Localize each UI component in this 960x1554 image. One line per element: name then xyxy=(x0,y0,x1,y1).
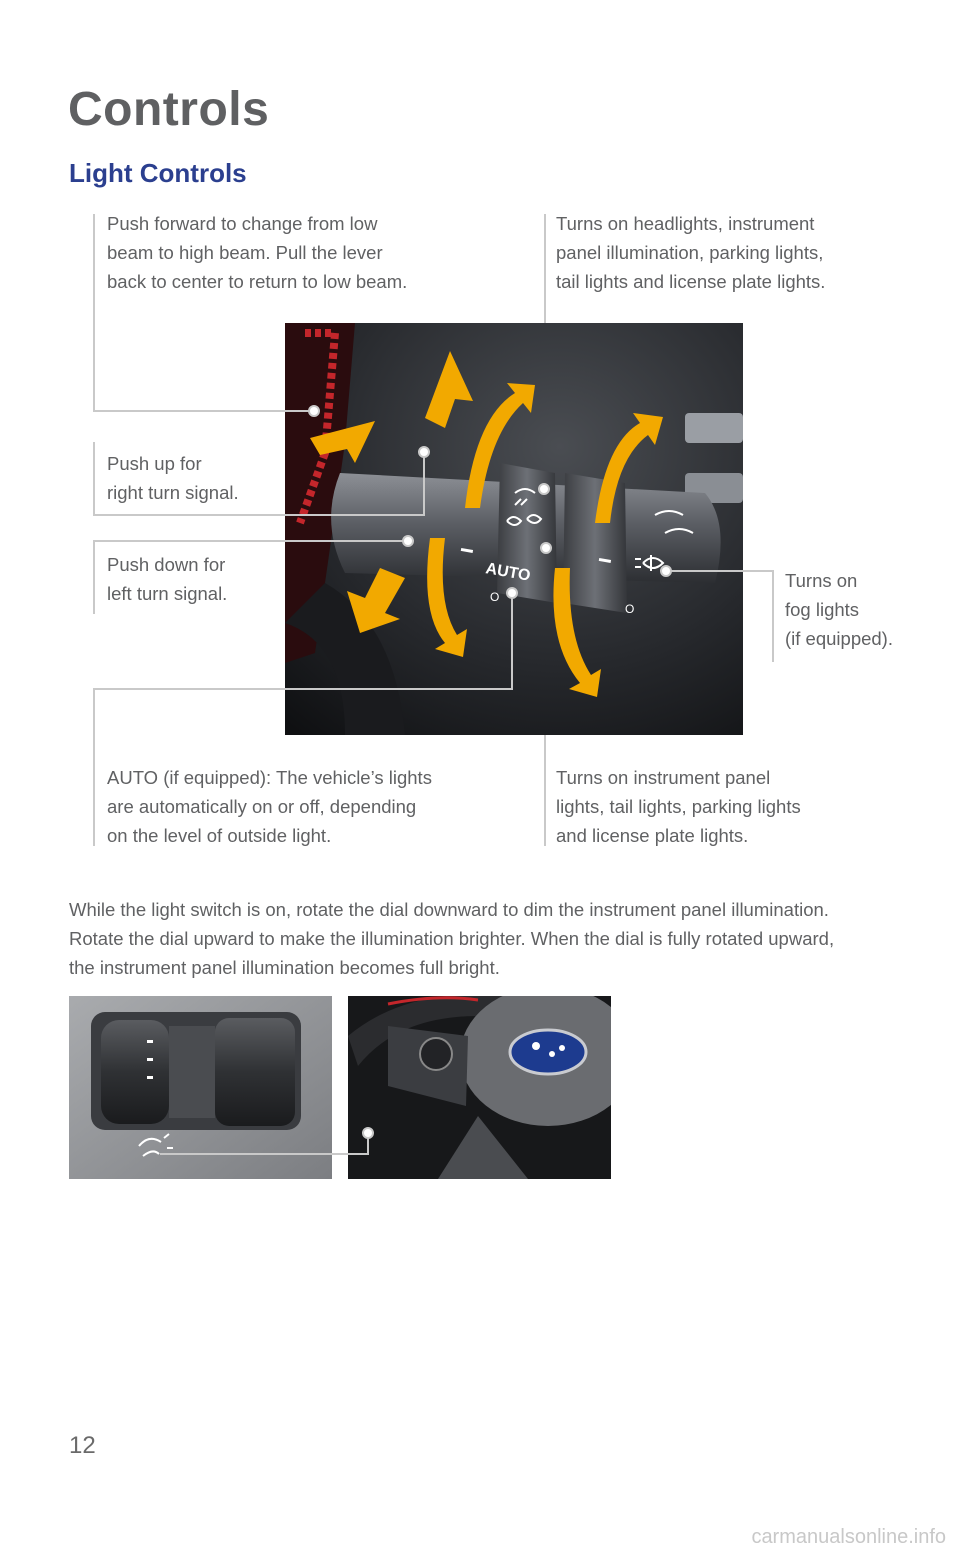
subaru-badge xyxy=(510,1030,586,1074)
callout-line: Push up for xyxy=(107,453,202,474)
callout-line: are automatically on or off, depending xyxy=(107,796,417,817)
callout-line: AUTO (if equipped): The vehicle’s lights xyxy=(107,767,432,788)
callout-line: right turn signal. xyxy=(107,482,239,503)
lever-auto-label: AUTO xyxy=(484,560,532,585)
badge-star xyxy=(559,1045,565,1051)
callout-line: fog lights xyxy=(785,599,860,620)
callout-line: back to center to return to low beam. xyxy=(107,271,408,292)
callout-line: panel illumination, parking lights, xyxy=(556,242,824,263)
dimmer-dial-illustration xyxy=(69,996,332,1179)
dimmer-dial-photo xyxy=(69,996,332,1179)
lever-photo xyxy=(285,323,743,735)
callout-bar-right-signal xyxy=(93,442,95,516)
callout-line: and license plate lights. xyxy=(556,825,749,846)
badge-star xyxy=(549,1051,555,1057)
callout-right-signal xyxy=(107,449,239,507)
callout-bar-fog-lights xyxy=(772,570,774,662)
callout-line: on the level of outside light. xyxy=(107,825,332,846)
page-number: 12 xyxy=(69,1432,96,1459)
page-title: Controls xyxy=(68,83,270,136)
dashboard-buttons xyxy=(685,413,743,443)
dial-barrel xyxy=(169,1026,215,1118)
callout-bar-auto xyxy=(93,688,95,846)
body-line: the instrument panel illumination becomes full bright. xyxy=(69,957,500,978)
callout-line: lights, tail lights, parking lights xyxy=(556,796,801,817)
callout-parking-lights xyxy=(556,763,801,850)
lever-off-label: O xyxy=(625,602,635,616)
callout-line: beam to high beam. Pull the lever xyxy=(107,242,383,263)
section-title: Light Controls xyxy=(69,158,247,188)
body-line: While the light switch is on, rotate the dial downward to dim the instrument panel illumination. xyxy=(69,899,829,920)
steering-wheel-illustration xyxy=(348,996,611,1179)
callout-line: Turns on instrument panel xyxy=(556,767,771,788)
watermark: carmanualsonline.info xyxy=(751,1526,946,1548)
body-paragraph xyxy=(69,895,899,982)
callout-line: (if equipped). xyxy=(785,628,893,649)
callout-left-signal xyxy=(107,550,227,608)
callout-line: tail lights and license plate lights. xyxy=(556,271,826,292)
body-line: Rotate the dial upward to make the illumination brighter. When the dial is fully rotated upward, xyxy=(69,928,835,949)
callout-headlights xyxy=(556,209,825,296)
callout-bar-left-signal xyxy=(93,540,95,614)
badge-star xyxy=(532,1042,540,1050)
callout-line: Push forward to change from low xyxy=(107,213,378,234)
light-switch-button xyxy=(215,1018,295,1126)
dial-knob xyxy=(101,1020,169,1124)
callout-line: Push down for xyxy=(107,554,226,575)
callout-fog-lights xyxy=(785,566,893,653)
dial-marking xyxy=(147,1058,153,1061)
steering-wheel-photo xyxy=(348,996,611,1179)
callout-line: left turn signal. xyxy=(107,583,228,604)
callout-high-beam xyxy=(107,209,407,296)
lever-illustration xyxy=(285,323,743,735)
lever-ring-2 xyxy=(563,473,627,613)
wheel-control-button xyxy=(420,1038,452,1070)
lever-off-label: O xyxy=(490,590,500,604)
dial-marking xyxy=(147,1040,153,1043)
callout-bar-high-beam xyxy=(93,214,95,412)
callout-line: Turns on xyxy=(785,570,858,591)
callout-auto xyxy=(107,763,432,850)
dial-marking xyxy=(147,1076,153,1079)
callout-line: Turns on headlights, instrument xyxy=(556,213,815,234)
